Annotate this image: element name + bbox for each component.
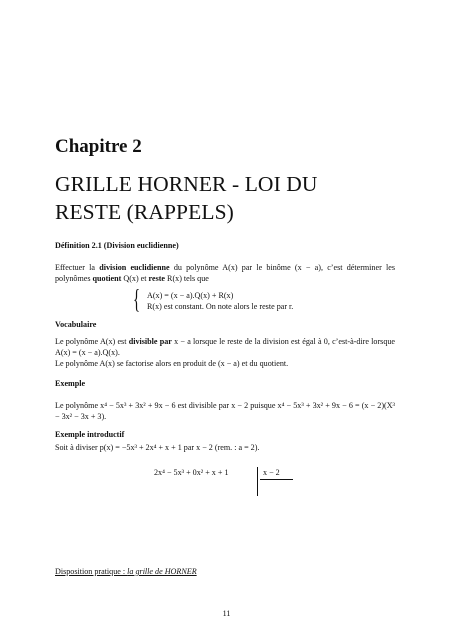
vocabulaire-text-part: x − a lorsque le reste de la division est égal à 0, c’est-à-dire lorsque A(x) = (x − a).Q(x). [55, 337, 396, 358]
disposition-italic: la grille de HORNER [127, 567, 197, 576]
vocabulaire-line-2: Le polynôme A(x) se factorise alors en produit de (x − a) et du quotient. [55, 359, 289, 368]
division-horizontal-bar [260, 479, 293, 480]
definition-bold-term: quotient [92, 274, 122, 284]
chapter-title-line-2: RESTE (RAPPELS) [55, 200, 234, 224]
vocabulaire-bold-term: divisible par [128, 337, 172, 346]
definition-heading: Définition 2.1 (Division euclidienne) [55, 241, 179, 250]
chapter-label: Chapitre 2 [55, 136, 142, 157]
division-bar-mark [257, 487, 258, 496]
divisor-polynomial: x − 2 [263, 468, 280, 477]
system-line-2: R(x) est constant. On note alors le reste par r. [147, 302, 294, 311]
exemple-heading: Exemple [55, 379, 86, 388]
definition-text [55, 262, 395, 284]
page-number: 11 [222, 609, 231, 618]
chapter-title-line-1: GRILLE HORNER - LOI DU [55, 172, 318, 196]
chapter-title [55, 170, 318, 226]
definition-text-part: Effectuer la [55, 263, 100, 272]
definition-text-part: Q(x) et [121, 274, 149, 284]
definition-bold-term: division euclidienne [99, 263, 170, 272]
left-brace: { [133, 284, 141, 314]
exemple-text: Le polynôme x⁴ − 5x³ + 3x² + 9x − 6 est divisible par x − 2 puisque x⁴ − 5x³ + 3x² + 9x − 6 = (x − 2)(X³ − 3x² − 3x + 3). [55, 401, 395, 422]
exemple-intro-heading: Exemple introductif [55, 430, 125, 439]
vocabulaire-heading: Vocabulaire [55, 320, 97, 329]
vocabulaire-text [55, 336, 395, 358]
definition-bold-term: reste [148, 274, 166, 284]
disposition-label: Disposition pratique : [55, 567, 128, 576]
dividend-polynomial: 2x⁴ − 5x³ + 0x² + x + 1 [154, 468, 229, 477]
definition-text-part: R(x) tels que [165, 274, 209, 284]
definition-text-part: du polynôme A(x) par le binôme (x − a), c’est déterminer les polynômes [55, 263, 395, 284]
disposition-pratique-link[interactable] [55, 566, 197, 577]
system-line-1: A(x) = (x − a).Q(x) + R(x) [147, 291, 234, 300]
vocabulaire-text-part: Le polynôme A(x) est [55, 337, 129, 346]
exemple-intro-text: Soit à diviser p(x) = −5x³ + 2x⁴ + x + 1 par x − 2 (rem. : a = 2). [55, 443, 260, 452]
